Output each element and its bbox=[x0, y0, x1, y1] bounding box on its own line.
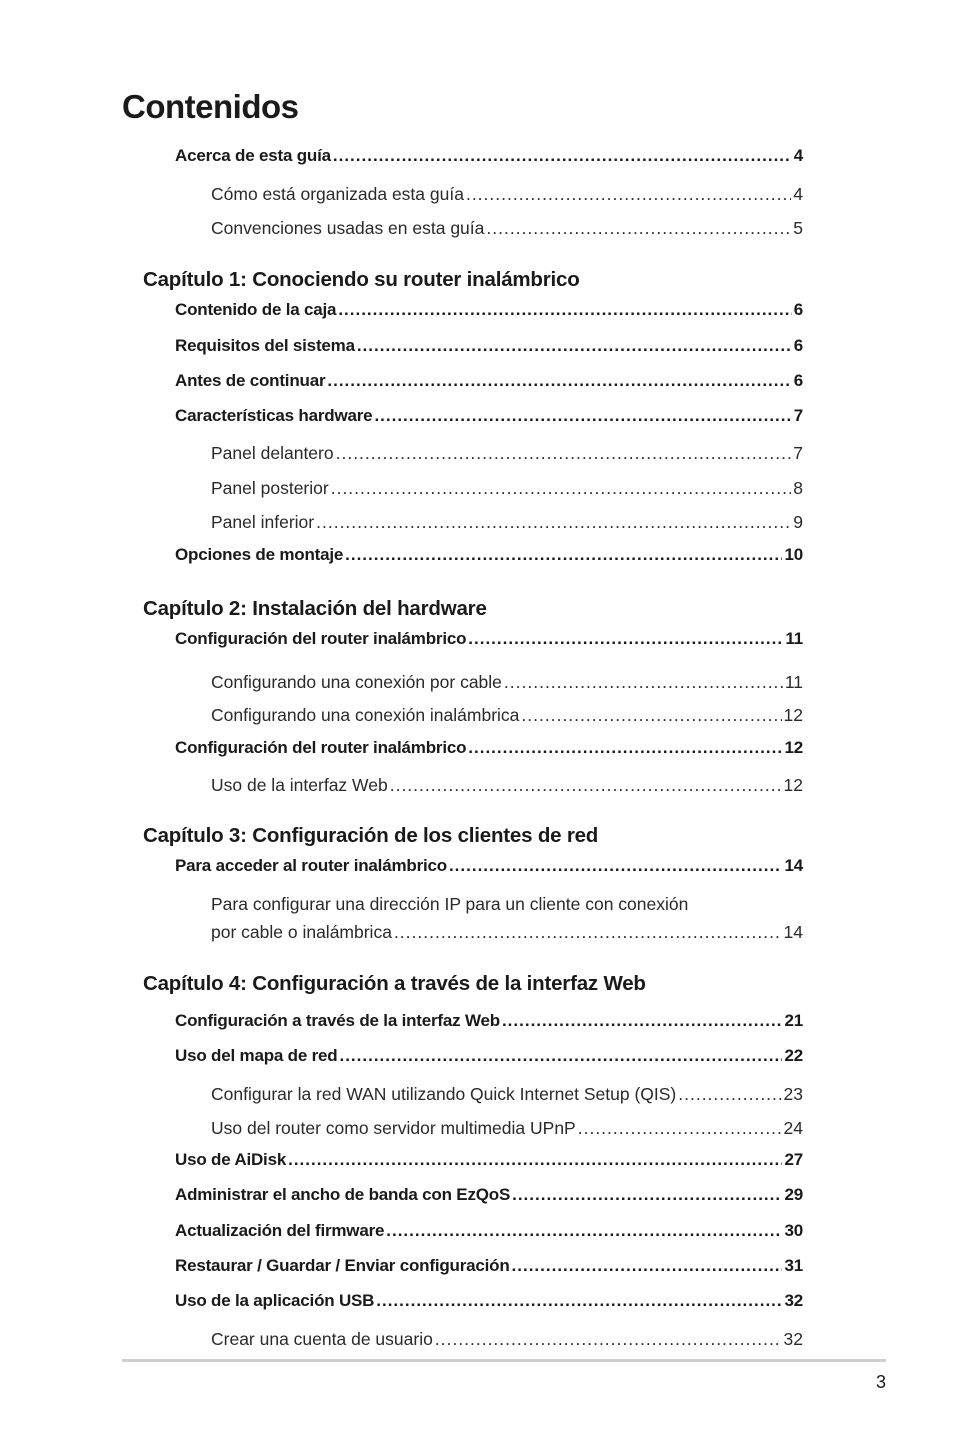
toc-entry-label: Uso del router como servidor multimedia UPnP bbox=[211, 1118, 576, 1138]
toc-entry-label: Uso de la aplicación USB bbox=[175, 1291, 375, 1310]
page-title: Contenidos bbox=[122, 88, 299, 125]
toc-entry-label: Configuración del router inalámbrico bbox=[175, 738, 467, 757]
toc-entry[interactable] bbox=[175, 1046, 803, 1066]
toc-entry-page: 29 bbox=[784, 1185, 803, 1204]
toc-entry[interactable] bbox=[211, 218, 803, 239]
toc-entry-label: Uso del mapa de red bbox=[175, 1046, 338, 1065]
footer-divider bbox=[122, 1359, 886, 1362]
toc-entry[interactable] bbox=[211, 1084, 803, 1105]
toc-entry-page: 27 bbox=[784, 1150, 803, 1169]
toc-entry-page: 30 bbox=[784, 1221, 803, 1240]
toc-entry-label: Uso de AiDisk bbox=[175, 1150, 287, 1169]
dot-leader bbox=[338, 300, 791, 320]
dot-leader bbox=[288, 1150, 782, 1170]
toc-entry-label: Configuración a través de la interfaz Web bbox=[175, 1011, 500, 1030]
dot-leader bbox=[394, 922, 782, 943]
toc-entry-label: Convenciones usadas en esta guía bbox=[211, 218, 485, 238]
dot-leader bbox=[345, 545, 782, 565]
toc-entry[interactable] bbox=[175, 371, 803, 391]
toc-entry-label-line1: Para configurar una dirección IP para un cliente con conexión bbox=[211, 894, 689, 914]
chapter-heading: Capítulo 4: Configuración a través de la interfaz Web bbox=[143, 972, 646, 995]
toc-entry-label: Configurando una conexión por cable bbox=[211, 672, 502, 692]
toc-entry-page: 12 bbox=[783, 705, 803, 725]
dot-leader bbox=[512, 1185, 782, 1205]
dot-leader bbox=[357, 336, 792, 356]
toc-entry-page: 8 bbox=[793, 478, 803, 498]
dot-leader bbox=[316, 512, 791, 533]
toc-entry-page: 6 bbox=[793, 336, 803, 355]
toc-entry-page: 32 bbox=[784, 1291, 803, 1310]
dot-leader bbox=[336, 443, 792, 464]
dot-leader bbox=[327, 371, 791, 391]
toc-entry-label: Administrar el ancho de banda con EzQoS bbox=[175, 1185, 511, 1204]
toc-entry[interactable] bbox=[211, 1329, 803, 1350]
toc-entry-label: Panel posterior bbox=[211, 478, 329, 498]
toc-entry-label: Configurar la red WAN utilizando Quick Internet Setup (QIS) bbox=[211, 1084, 677, 1104]
toc-entry[interactable] bbox=[175, 1185, 803, 1205]
toc-entry-label: por cable o inalámbrica bbox=[211, 922, 392, 942]
dot-leader bbox=[504, 672, 783, 693]
chapter-heading: Capítulo 2: Instalación del hardware bbox=[143, 597, 487, 620]
toc-entry-page: 23 bbox=[783, 1084, 803, 1104]
toc-entry[interactable] bbox=[211, 443, 803, 464]
toc-entry-page: 12 bbox=[784, 738, 803, 757]
toc-entry-label: Panel delantero bbox=[211, 443, 334, 463]
toc-entry-label: Restaurar / Guardar / Enviar configuración bbox=[175, 1256, 510, 1275]
toc-entry[interactable] bbox=[175, 1256, 803, 1276]
toc-entry[interactable] bbox=[175, 1150, 803, 1170]
dot-leader bbox=[386, 1221, 782, 1241]
dot-leader bbox=[466, 184, 791, 205]
toc-entry-page: 5 bbox=[793, 218, 803, 238]
dot-leader bbox=[502, 1011, 783, 1031]
dot-leader bbox=[521, 705, 781, 726]
dot-leader bbox=[339, 1046, 782, 1066]
toc-entry[interactable] bbox=[175, 300, 803, 320]
toc-entry[interactable] bbox=[175, 1221, 803, 1241]
toc-entry-page: 4 bbox=[793, 184, 803, 204]
dot-leader bbox=[678, 1084, 781, 1105]
toc-entry-page: 11 bbox=[785, 629, 803, 648]
toc-entry-page: 22 bbox=[784, 1046, 803, 1065]
toc-entry-page: 6 bbox=[793, 371, 803, 390]
dot-leader bbox=[468, 738, 782, 758]
dot-leader bbox=[512, 1256, 783, 1276]
toc-entry-label: Configurando una conexión inalámbrica bbox=[211, 705, 520, 725]
toc-entry-page: 12 bbox=[783, 775, 803, 795]
toc-entry-page: 9 bbox=[793, 512, 803, 532]
dot-leader bbox=[374, 406, 791, 426]
toc-entry[interactable] bbox=[211, 705, 803, 726]
toc-entry-label: Panel inferior bbox=[211, 512, 315, 532]
toc-entry-label: Antes de continuar bbox=[175, 371, 326, 390]
toc-entry-page: 11 bbox=[784, 672, 803, 692]
toc-entry[interactable] bbox=[175, 629, 803, 649]
toc-entry[interactable] bbox=[211, 922, 803, 943]
toc-entry-label: Opciones de montaje bbox=[175, 545, 344, 564]
toc-entry[interactable] bbox=[175, 406, 803, 426]
toc-entry[interactable] bbox=[211, 478, 803, 499]
dot-leader bbox=[435, 1329, 782, 1350]
dot-leader bbox=[331, 478, 792, 499]
toc-entry-page: 6 bbox=[793, 300, 803, 319]
toc-entry-page: 14 bbox=[783, 922, 803, 942]
toc-entry-label: Cómo está organizada esta guía bbox=[211, 184, 464, 204]
toc-entry-label: Contenido de la caja bbox=[175, 300, 337, 319]
dot-leader bbox=[468, 629, 783, 649]
toc-entry-label: Para acceder al router inalámbrico bbox=[175, 856, 447, 875]
dot-leader bbox=[376, 1291, 782, 1311]
dot-leader bbox=[578, 1118, 782, 1139]
dot-leader bbox=[333, 146, 792, 166]
toc-entry[interactable] bbox=[175, 545, 803, 565]
toc-entry-label: Crear una cuenta de usuario bbox=[211, 1329, 433, 1349]
toc-entry-page: 7 bbox=[793, 406, 803, 425]
dot-leader bbox=[390, 775, 782, 796]
toc-entry-page: 21 bbox=[784, 1011, 803, 1030]
toc-entry-page: 7 bbox=[793, 443, 803, 463]
toc-entry-page: 31 bbox=[784, 1256, 803, 1275]
toc-entry-page: 14 bbox=[784, 856, 803, 875]
toc-entry[interactable] bbox=[175, 146, 803, 166]
chapter-heading: Capítulo 3: Configuración de los clientes de red bbox=[143, 824, 599, 847]
toc-entry[interactable] bbox=[211, 512, 803, 533]
toc-entry[interactable] bbox=[211, 672, 803, 693]
toc-entry[interactable] bbox=[175, 738, 803, 758]
dot-leader bbox=[449, 856, 783, 876]
toc-entry-label: Características hardware bbox=[175, 406, 373, 425]
toc-entry-page: 24 bbox=[783, 1118, 803, 1138]
toc-entry[interactable] bbox=[175, 1291, 803, 1311]
toc-entry-label: Actualización del firmware bbox=[175, 1221, 385, 1240]
toc-entry[interactable] bbox=[211, 184, 803, 205]
toc-entry[interactable] bbox=[211, 1118, 803, 1139]
toc-entry[interactable] bbox=[175, 336, 803, 356]
page-number: 3 bbox=[875, 1372, 886, 1392]
toc-entry-label: Configuración del router inalámbrico bbox=[175, 629, 467, 648]
toc-entry-page: 10 bbox=[784, 545, 803, 564]
toc-entry-page: 4 bbox=[793, 146, 803, 165]
dot-leader bbox=[486, 218, 791, 239]
chapter-heading: Capítulo 1: Conociendo su router inalámbrico bbox=[143, 268, 580, 291]
toc-entry[interactable] bbox=[211, 775, 803, 796]
toc-entry-label: Requisitos del sistema bbox=[175, 336, 355, 355]
toc-entry[interactable] bbox=[175, 1011, 803, 1031]
toc-entry-label: Acerca de esta guía bbox=[175, 146, 331, 165]
toc-entry[interactable] bbox=[175, 856, 803, 876]
toc-entry-label: Uso de la interfaz Web bbox=[211, 775, 388, 795]
toc-entry-page: 32 bbox=[783, 1329, 803, 1349]
